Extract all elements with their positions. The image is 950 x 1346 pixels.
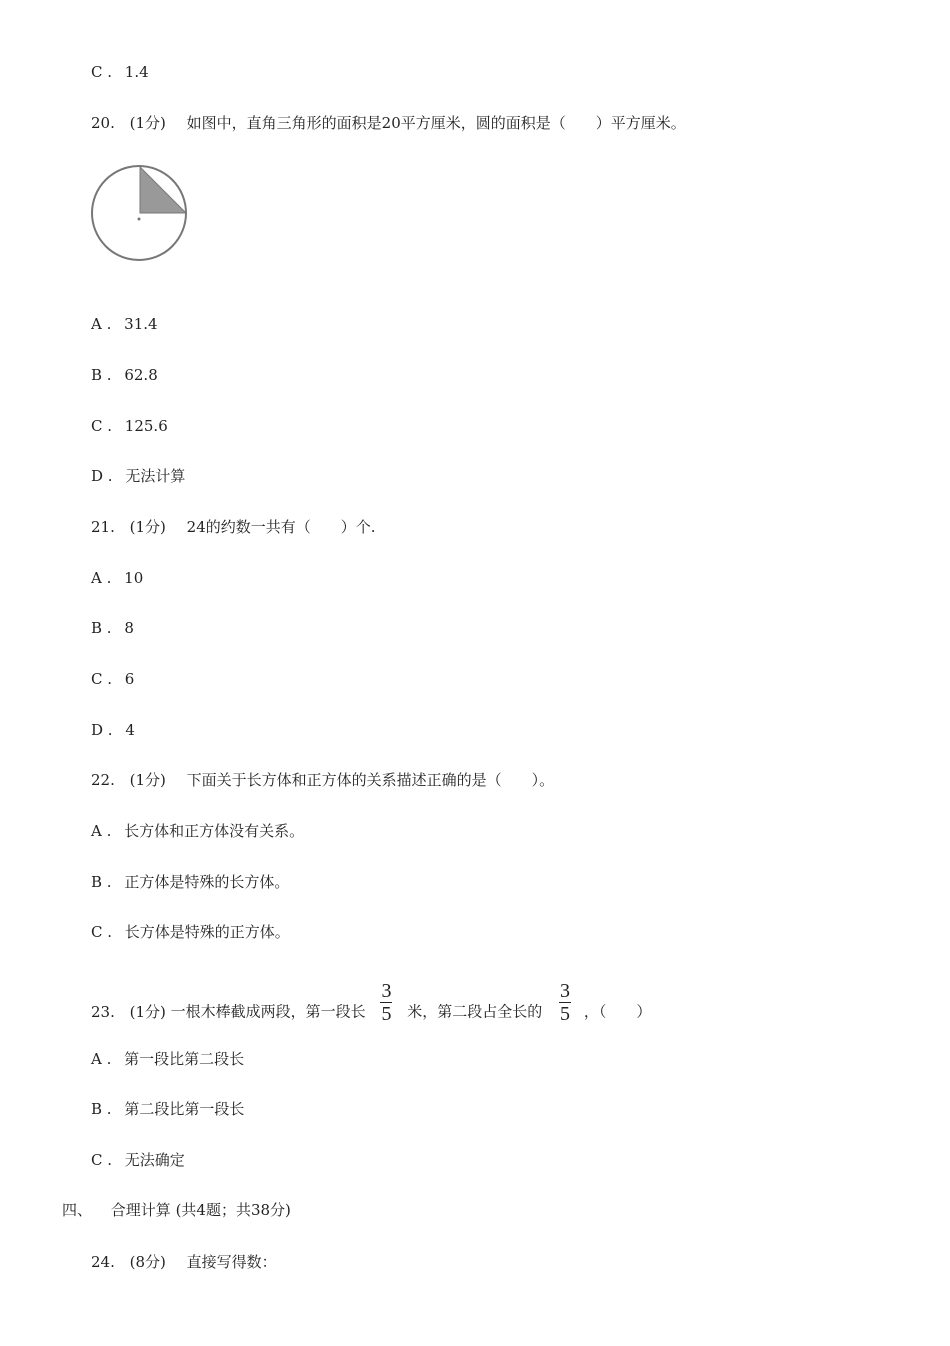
option-a [91, 821, 304, 841]
option-text: 第二段比第一段长 [124, 1100, 245, 1118]
question-score: (1分) [129, 518, 166, 536]
option-text: 正方体是特殊的长方体。 [124, 873, 290, 891]
option-letter: C . [91, 417, 113, 435]
question-text-part1: 一根木棒截成两段，第一段长 [170, 1002, 366, 1021]
question-22 [91, 770, 554, 790]
option-letter: B . [91, 366, 112, 384]
option-text: 4 [125, 721, 135, 739]
question-text-part3: ，（ ） [583, 1002, 652, 1021]
option-c [91, 922, 290, 942]
option-text: 长方体和正方体没有关系。 [124, 822, 305, 840]
option-a [91, 314, 158, 334]
option-letter: C . [91, 670, 113, 688]
option-a [91, 1049, 244, 1069]
option-c [91, 62, 149, 82]
option-text: 6 [124, 670, 135, 688]
fraction [559, 981, 571, 1024]
option-letter: C . [91, 63, 113, 81]
option-letter: B . [91, 619, 112, 637]
option-c [91, 1150, 185, 1170]
option-text: 62.8 [124, 366, 158, 384]
fraction-denominator: 5 [560, 1003, 571, 1025]
question-24 [91, 1252, 277, 1272]
option-text: 1.4 [124, 63, 149, 81]
option-b [91, 365, 158, 385]
question-text: 如图中，直角三角形的面积是20平方厘米，圆的面积是（ ）平方厘米。 [186, 114, 686, 132]
option-d [91, 466, 185, 486]
option-text: 长方体是特殊的正方体。 [124, 923, 290, 941]
option-letter: A . [91, 822, 112, 840]
center-dot [138, 218, 141, 221]
question-23 [91, 980, 652, 1034]
fraction-numerator: 3 [381, 980, 392, 1002]
section-title: 合理计算 (共4题；共38分) [110, 1201, 291, 1219]
option-b [91, 1099, 244, 1119]
question-score: (1分) [129, 114, 166, 132]
option-text: 8 [124, 619, 134, 637]
option-letter: D . [91, 721, 113, 739]
option-d [91, 720, 135, 740]
circle-triangle-figure [90, 164, 194, 268]
option-letter: A . [91, 315, 112, 333]
question-number: 20. [91, 114, 115, 132]
option-letter: B . [91, 1100, 112, 1118]
option-letter: A . [91, 1050, 112, 1068]
option-a [91, 568, 143, 588]
option-c [91, 416, 168, 436]
fraction-denominator: 5 [381, 1003, 392, 1025]
question-21 [91, 517, 376, 537]
question-score: (1分) [129, 1002, 166, 1021]
option-letter: D . [91, 467, 113, 485]
question-text: 下面关于长方体和正方体的关系描述正确的是（ ）。 [186, 771, 555, 789]
option-letter: C . [91, 1151, 113, 1169]
option-text: 第一段比第二段长 [124, 1050, 245, 1068]
question-text-part2: 米，第二段占全长的 [407, 1002, 543, 1021]
option-b [91, 872, 289, 892]
question-score: (8分) [129, 1253, 166, 1271]
option-letter: A . [91, 569, 112, 587]
section-number: 四、 [62, 1201, 93, 1219]
question-number: 22. [91, 771, 115, 789]
fraction-numerator: 3 [560, 980, 571, 1002]
option-text: 31.4 [124, 315, 158, 333]
fraction [380, 981, 392, 1024]
question-text: 直接写得数： [186, 1253, 277, 1271]
question-20 [91, 113, 686, 133]
option-text: 125.6 [124, 417, 168, 435]
option-text: 无法计算 [125, 467, 186, 485]
question-number: 23. [91, 1002, 115, 1021]
option-c [91, 669, 134, 689]
option-text: 10 [124, 569, 144, 587]
question-number: 21. [91, 518, 115, 536]
question-text: 24的约数一共有（ ）个. [186, 518, 376, 536]
section-heading [62, 1200, 291, 1220]
option-letter: B . [91, 873, 112, 891]
option-b [91, 618, 134, 638]
question-score: (1分) [129, 771, 166, 789]
question-number: 24. [91, 1253, 115, 1271]
option-text: 无法确定 [124, 1151, 185, 1169]
option-letter: C . [91, 923, 113, 941]
